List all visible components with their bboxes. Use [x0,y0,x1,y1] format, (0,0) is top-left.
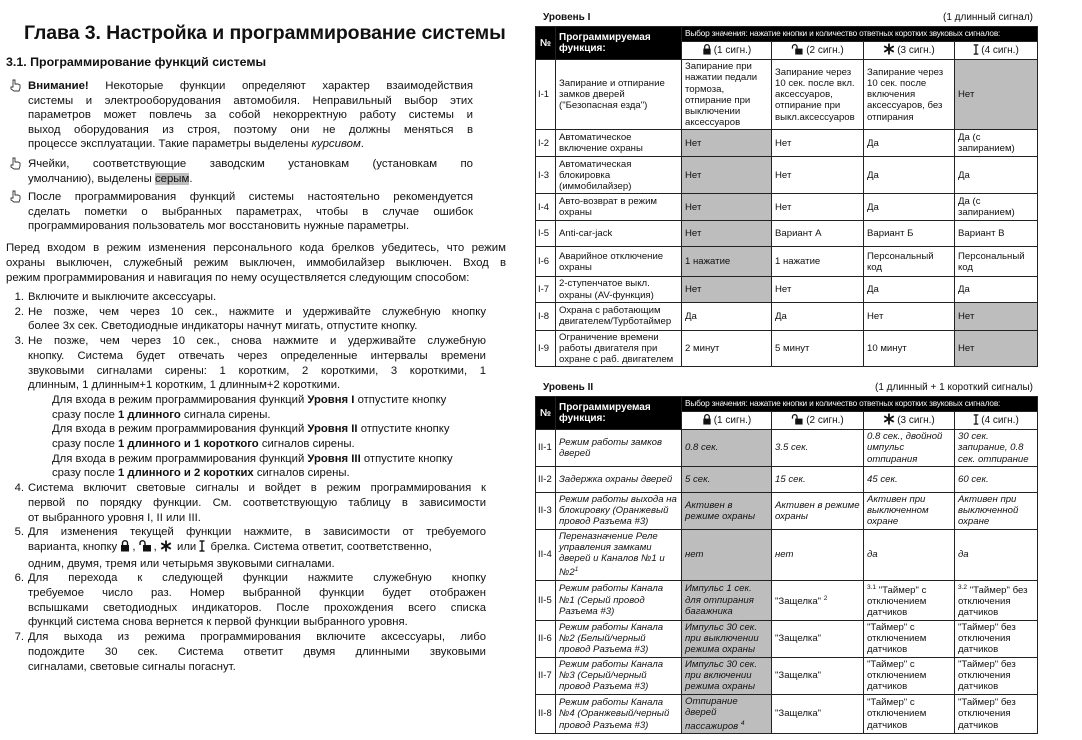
value-cell-4-default: Нет [955,302,1038,330]
function-number: I-6 [536,247,556,277]
value-cell-4: Да (с запиранием) [955,194,1038,221]
level-1-table [535,26,1038,367]
table-row [536,466,1038,492]
value-cell-3: Активен при выключенном охране [864,492,955,529]
function-name: Режим работы Канала №1 (Серый провод Разъема #3) [556,580,682,620]
level-2-table [535,396,1038,734]
value-cell-1-default: 0.8 сек. [682,430,772,467]
lock-open-icon [139,540,152,557]
value-cell-3: Да [864,130,955,157]
lock-open-icon [791,414,804,428]
step-7: 7. Для выхода из режима программирования включите аксессуары, либо подождите 30 сек. Система ответит двумя длинными звуковыми сигналами, световые сигналы погаснут. [14,631,486,673]
lock-open-icon [791,44,804,58]
value-cell-1-default: Нет [682,194,772,221]
value-cell-4: Персональный код [955,247,1038,277]
column-header-function: Программируемая функция: [556,397,682,430]
value-cell-1-default: Нет [682,221,772,247]
value-cell-2: Нет [772,130,864,157]
i-beam-icon [973,44,979,58]
value-cell-1-default: Импульс 1 сек. для отпирания багажника [682,580,772,620]
value-cell-2: нет [772,529,864,580]
table-row [536,694,1038,734]
function-name: Автоматическое включение охраны [556,130,682,157]
value-cell-1-default: Активен в режиме охраны [682,492,772,529]
lock-closed-icon [120,540,130,557]
pointing-hand-icon [10,190,22,203]
value-cell-3: "Таймер" с отключением датчиков [864,620,955,657]
table-row [536,492,1038,529]
function-name: Переназначение Реле управления замками дверей и Каналов №1 и $№2^1$ [556,529,682,580]
step-3-level-3: Для входа в режим программирования функций Уровня III отпустите кнопку сразу после 1 длинного и 2 коротких сигналов сирены. [52,452,453,480]
value-cell-1-default: 5 сек. [682,466,772,492]
function-number: II-2 [536,466,556,492]
table-row [536,130,1038,157]
signal-header-2: (2 сигн.) [772,412,864,430]
signal-header-4: (4 сигн.) [955,412,1038,430]
function-number: II-4 [536,529,556,580]
column-header-selection: Выбор значения: нажатие кнопки и количество ответных коротких звуковых сигналов: [682,27,1038,42]
pointing-hand-icon [10,79,22,92]
function-name: Режим работы Канала №3 (Серый/черный провод Разъема #3) [556,657,682,694]
step-5: 5. Для изменения текущей функции нажмите, в зависимости от требуемого варианта, кнопку , , или брелка. Система ответит, соответственно, одним, двумя, тремя или четырьмя звуковыми сигналами. [14,526,486,570]
function-name: Anti-car-jack [556,221,682,247]
function-name: Режим работы Канала №2 (Белый/черный провод Разъема #3) [556,620,682,657]
value-cell-2: "Защелка" [772,694,864,734]
section-subtitle: 3.1. Программирование функций системы [6,55,267,69]
table-row [536,330,1038,367]
value-cell-3: "Таймер" с отключением датчиков [864,657,955,694]
table-row [536,221,1038,247]
function-number: II-7 [536,657,556,694]
value-cell-2: "Защелка" [772,620,864,657]
value-cell-2: Вариант А [772,221,864,247]
note-default-cells: Ячейки, соответствующие заводским установкам (установкам по умолчанию), выделены серым. [28,157,473,186]
value-cell-3: "Таймер" с отключением датчиков [864,694,955,734]
value-cell-2: 5 минут [772,330,864,367]
signal-header-3: (3 сигн.) [864,412,955,430]
value-cell-4: $^{3.2}$ "Таймер" без отключения датчиков [955,580,1038,620]
level-1-header: Уровень I (1 длинный сигнал) [543,12,1033,23]
table-header-row [536,27,1038,42]
value-cell-3: $^{3.1}$ "Таймер" с отключением датчиков [864,580,955,620]
value-cell-2: Активен в режиме охраны [772,492,864,529]
function-name: Автоматическая блокировка (иммобилайзер) [556,157,682,194]
value-cell-3: 0.8 сек., двойной импульс отпирания [864,430,955,467]
note-warning: Внимание! Некоторые функции определяют характер взаимодействия системы и электрооборудования автомобиля. Неправильный выбор этих параметров может повлечь за собой некорректную работу системы и выход оборудования из строя, поэтому они не должны меняться в процессе эксплуатации. Такие параметры выделены курсивом. [28,79,473,152]
function-number: I-5 [536,221,556,247]
table-row [536,157,1038,194]
value-cell-2: Запирание через 10 сек. после вкл. аксессуаров, отпирание при выкл.аксессуаров [772,60,864,130]
value-cell-3: Да [864,277,955,302]
value-cell-3: да [864,529,955,580]
value-cell-4: 30 сек. запирание, 0.8 сек. отпирание [955,430,1038,467]
value-cell-4: 60 сек. [955,466,1038,492]
function-number: II-3 [536,492,556,529]
value-cell-3: 10 минут [864,330,955,367]
level-2-header: Уровень II (1 длинный + 1 короткий сигналы) [543,382,1033,393]
function-number: II-6 [536,620,556,657]
value-cell-1-default: Отпирание дверей пассажиров $^4$ [682,694,772,734]
table-row [536,620,1038,657]
value-cell-1-default: нет [682,529,772,580]
function-number: II-5 [536,580,556,620]
step-6: 6. Для перехода к следующей функции нажмите служебную кнопку требуемое число раз. Номер выбранной функции будет отображен вспышками светодиодных индикаторов. После прохождения всего списка функций система снова вернется к первой функции выбранного уровня. [14,572,486,629]
table-header-row [536,397,1038,412]
value-cell-4-default: Нет [955,330,1038,367]
pointing-hand-icon [10,157,22,170]
lock-closed-icon [702,414,712,428]
function-name: Режим работы замков дверей [556,430,682,467]
function-name: Режим работы выхода на блокировку (Оранжевый провод Разъема #3) [556,492,682,529]
left-page [6,22,506,673]
asterisk-icon [160,540,172,557]
value-cell-2: "Защелка" [772,657,864,694]
value-cell-4: Да [955,157,1038,194]
table-row [536,580,1038,620]
signal-header-2: (2 сигн.) [772,42,864,60]
value-cell-3: Персональный код [864,247,955,277]
i-beam-icon [199,540,205,557]
value-cell-4: "Таймер" без отключения датчиков [955,694,1038,734]
value-cell-3: Да [864,157,955,194]
value-cell-2: Нет [772,157,864,194]
function-name: Задержка охраны дверей [556,466,682,492]
intro-paragraph: Перед входом в режим изменения персонального кода брелков убедитесь, что режим охраны выключен, служебный режим выключен, иммобилайзер выключен. Вход в режим программирования и навигация по нему осуществляется следующим способом: [6,242,506,284]
value-cell-2: Нет [772,194,864,221]
column-header-number: № [536,397,556,430]
function-number: I-7 [536,277,556,302]
value-cell-4: "Таймер" без отключения датчиков [955,620,1038,657]
value-cell-4: да [955,529,1038,580]
column-header-number: № [536,27,556,60]
step-3-level-1: Для входа в режим программирования функций Уровня I отпустите кнопку сразу после 1 длинного сигнала сирены. [52,393,447,421]
value-cell-1-default: Нет [682,130,772,157]
step-1: 1. Включите и выключите аксессуары. [14,291,217,303]
function-number: I-4 [536,194,556,221]
function-number: I-2 [536,130,556,157]
function-name: Запирание и отпирание замков дверей ("Безопасная езда") [556,60,682,130]
value-cell-4: Вариант В [955,221,1038,247]
function-name: Ограничение времени работы двигателя при охране с раб. двигателем [556,330,682,367]
value-cell-1: Да [682,302,772,330]
step-3: 3. Не позже, чем через 10 сек., снова нажмите и удерживайте служебную кнопку. Система будет отвечать через определенные интервалы времени звуковыми сигналами сирены: 1 коротким, 2 короткими, 3 короткими, 1 длинным, 1 длинным+1 коротким, 1 длинным+2 короткими. Для входа в режим программирования функций Уровня I отпустите кнопку сразу после 1 длинного сигнала сирены. Для входа в режим программирования функций Уровня II отпустите кнопку сразу после 1 длинного и 1 короткого сигналов сирены. Для входа в режим программирования функций Уровня III отпустите кнопку сразу после 1 длинного и 2 коротких сигналов сирены. [14,335,486,480]
value-cell-3: Нет [864,302,955,330]
steps-list [6,290,486,674]
value-cell-2: 1 нажатие [772,247,864,277]
i-beam-icon [973,414,979,428]
step-2: 2. Не позже, чем через 10 сек., нажмите и удерживайте служебную кнопку более 3х сек. Светодиодные индикаторы начнут мигать, отпустите кнопку. [14,305,486,333]
table-row [536,277,1038,302]
table-row [536,194,1038,221]
signal-header-4: (4 сигн.) [955,42,1038,60]
function-number: II-1 [536,430,556,467]
value-cell-4: "Таймер" без отключения датчиков [955,657,1038,694]
function-name: 2-ступенчатое выкл. охраны (AV-функция) [556,277,682,302]
function-number: I-3 [536,157,556,194]
table-row [536,529,1038,580]
table-row [536,657,1038,694]
value-cell-2: Нет [772,277,864,302]
value-cell-2: Да [772,302,864,330]
value-cell-3: Вариант Б [864,221,955,247]
table-row [536,302,1038,330]
function-number: I-9 [536,330,556,367]
value-cell-4: Да [955,277,1038,302]
function-name: Режим работы Канала №4 (Оранжевый/черный провод Разъема #3) [556,694,682,734]
signal-header-1: (1 сигн.) [682,412,772,430]
chapter-title: Глава 3. Настройка и программирование системы [24,22,506,44]
asterisk-icon [883,413,895,428]
warning-label: Внимание! [28,80,89,92]
value-cell-2: 3.5 сек. [772,430,864,467]
table-row [536,430,1038,467]
value-cell-1-default: Импульс 30 сек. при включении режима охраны [682,657,772,694]
lock-closed-icon [702,44,712,58]
function-name: Аварийное отключение охраны [556,247,682,277]
value-cell-2: 15 сек. [772,466,864,492]
value-cell-3: Да [864,194,955,221]
value-cell-1: 2 минут [682,330,772,367]
value-cell-4-default: Нет [955,60,1038,130]
function-number: II-8 [536,694,556,734]
step-3-level-2: Для входа в режим программирования функций Уровня II отпустите кнопку сразу после 1 длинного и 1 короткого сигналов сирены. [52,423,450,451]
value-cell-1-default: Нет [682,277,772,302]
value-cell-4: Да (с запиранием) [955,130,1038,157]
step-4: 4. Система включит световые сигналы и войдет в режим программирования к первой по порядку функции. См. соответствующую таблицу в зависимости от выбранного уровня I, II или III. [14,482,486,524]
function-number: I-8 [536,302,556,330]
function-name: Авто-возврат в режим охраны [556,194,682,221]
value-cell-3: 45 сек. [864,466,955,492]
value-cell-3: Запирание через 10 сек. после включения аксессуаров, без отпирания [864,60,955,130]
function-number: I-1 [536,60,556,130]
value-cell-2: "Защелка" $^2$ [772,580,864,620]
signal-header-1: (1 сигн.) [682,42,772,60]
column-header-selection: Выбор значения: нажатие кнопки и количество ответных коротких звуковых сигналов: [682,397,1038,412]
asterisk-icon [883,43,895,58]
value-cell-1-default: Нет [682,157,772,194]
signal-header-3: (3 сигн.) [864,42,955,60]
value-cell-1: Запирание при нажатии педали тормоза, отпирание при выключении аксессуаров [682,60,772,130]
table-row [536,60,1038,130]
note-after-programming: После программирования функций системы настоятельно рекомендуется сделать пометки о выбранных параметрах, чтобы в случае ошибок программирования пользователь мог восстановить нужные параметры. [28,190,473,234]
value-cell-1-default: 1 нажатие [682,247,772,277]
value-cell-4: Активен при выключенной охране [955,492,1038,529]
function-name: Охрана с работающим двигателем/Турботаймер [556,302,682,330]
value-cell-1-default: Импульс 30 сек. при выключении режима охраны [682,620,772,657]
table-row [536,247,1038,277]
column-header-function: Программируемая функция: [556,27,682,60]
